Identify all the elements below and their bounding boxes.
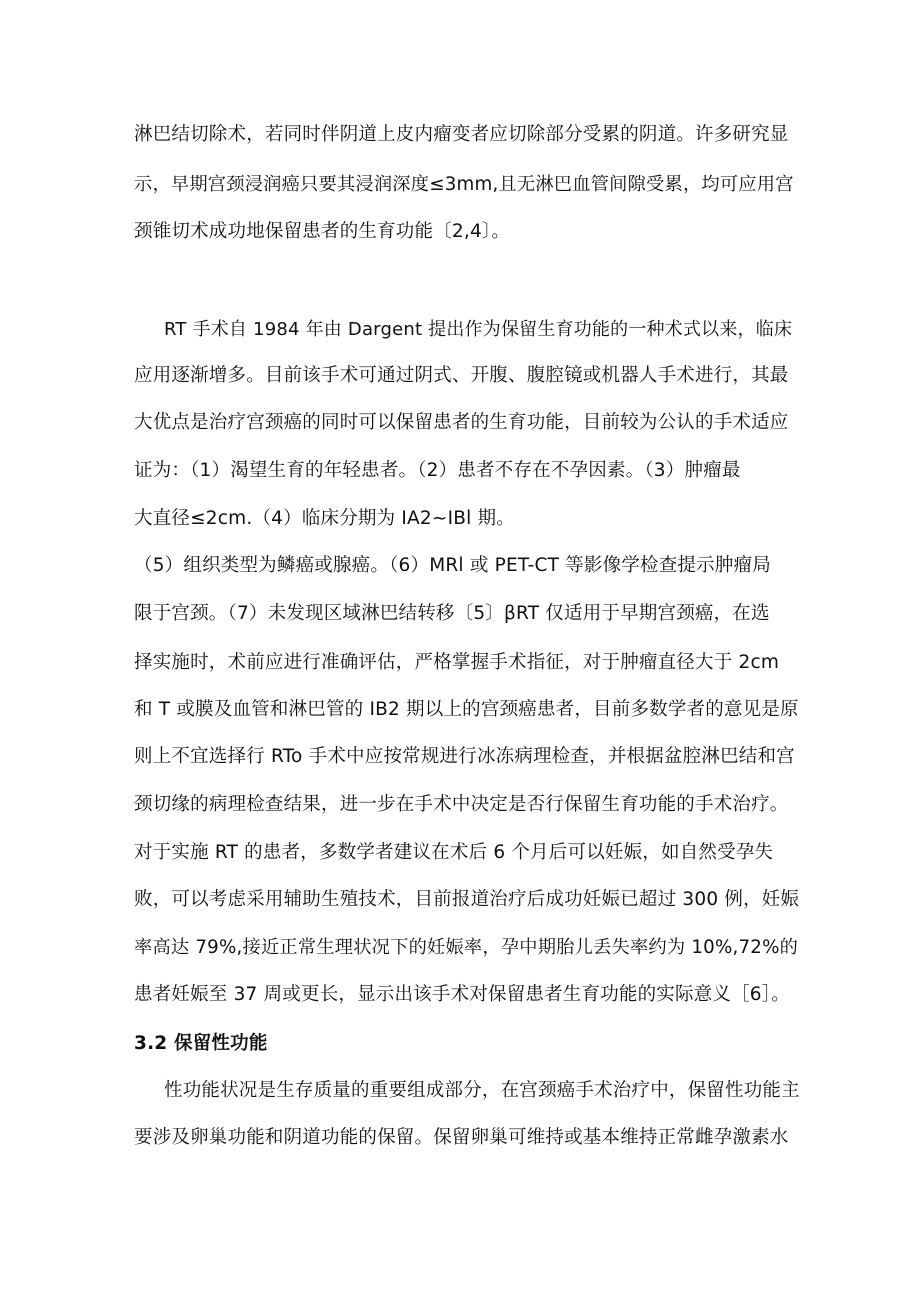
- paragraph-3-line-3: 择实施时，术前应进行准确评估，严格掌握手术指征，对于肿瘤直径大于 2cm: [134, 652, 780, 673]
- section-heading: 3.2 保留性功能: [134, 1033, 268, 1054]
- paragraph-3-line-1: （5）组织类型为鳞癌或腺癌。（6）MRl 或 PET-CT 等影像学检查提示肿瘤局: [134, 555, 771, 576]
- paragraph-3-line-5: 则上不宜选择行 RTo 手术中应按常规进行冰冻病理检查，并根据盆腔淋巴结和宫: [134, 746, 795, 767]
- paragraph-3-line-8: 败，可以考虑采用辅助生殖技术，目前报道治疗后成功妊娠已超过 300 例，妊娠: [134, 889, 800, 910]
- paragraph-3-line-4: 和 T 或膜及血管和淋巴管的 IB2 期以上的宫颈癌患者，目前多数学者的意见是原: [134, 699, 799, 720]
- paragraph-1-line-3: 颈锥切术成功地保留患者的生育功能〔2,4〕。: [134, 221, 511, 242]
- paragraph-1-line-1: 淋巴结切除术，若同时伴阴道上皮内瘤变者应切除部分受累的阴道。许多研究显: [134, 124, 789, 145]
- paragraph-2-line-5: 大直径≤2cm.（4）临床分期为 IA2~IBl 期。: [134, 508, 515, 529]
- paragraph-3-line-7: 对于实施 RT 的患者，多数学者建议在术后 6 个月后可以妊娠，如自然受孕失: [134, 842, 774, 863]
- paragraph-3-line-9: 率高达 79%,接近正常生理状况下的妊娠率，孕中期胎儿丢失率约为 10%,72%的: [134, 937, 799, 958]
- paragraph-4-line-1: 性功能状况是生存质量的重要组成部分，在宫颈癌手术治疗中，保留性功能主: [164, 1080, 800, 1101]
- paragraph-3-line-10: 患者妊娠至 37 周或更长，显示出该手术对保留患者生育功能的实际意义［6］。: [134, 984, 790, 1005]
- paragraph-3-line-6: 颈切缘的病理检查结果，进一步在手术中决定是否行保留生育功能的手术治疗。: [134, 794, 789, 815]
- paragraph-2-line-4: 证为：（1）渴望生育的年轻患者。（2）患者不存在不孕因素。（3）肿瘤最: [134, 460, 741, 481]
- paragraph-2-line-1: RT 手术自 1984 年由 Dargent 提出作为保留生育功能的一种术式以来，临床: [164, 319, 793, 340]
- paragraph-1-line-2: 示，早期宫颈浸润癌只要其浸润深度≤3mm,且无淋巴血管间隙受累，均可应用宫: [134, 174, 794, 195]
- paragraph-2-line-3: 大优点是治疗宫颈癌的同时可以保留患者的生育功能，目前较为公认的手术适应: [134, 412, 789, 433]
- paragraph-2-line-2: 应用逐渐增多。目前该手术可通过阴式、开腹、腹腔镜或机器人手术进行，其最: [134, 365, 789, 386]
- paragraph-3-line-2: 限于宫颈。（7）未发现区域淋巴结转移〔5〕βRT 仅适用于早期宫颈癌，在选: [134, 603, 770, 624]
- paragraph-4-line-2: 要涉及卵巢功能和阴道功能的保留。保留卵巢可维持或基本维持正常雌孕激素水: [134, 1127, 789, 1148]
